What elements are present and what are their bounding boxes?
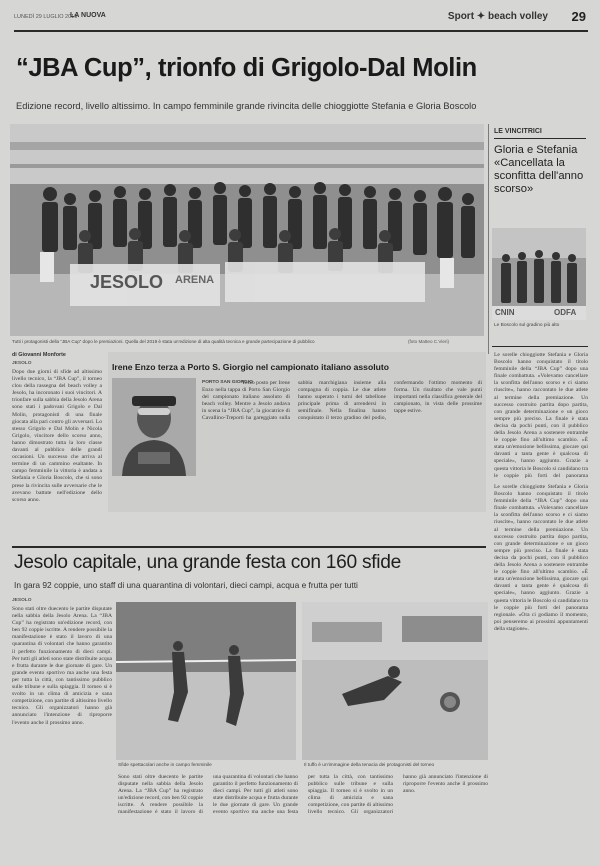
page-number: 29 xyxy=(571,9,586,24)
header-rule xyxy=(14,30,588,32)
sidebar-rule xyxy=(492,346,588,347)
sidebar-photo xyxy=(492,228,586,320)
main-body-col-1: Dopo due giorni di sfide ad altissimo livello tecnico, la “JBA Cup”, il torneo clou della rassegna del beach volley a Jesolo, ha incoronato i suoi vincitori. A trionfare sulla sabbia della Jesolo Arena sono stati i padovani Grigolo e Dal Molin, protagonisti di una finale giocata alla pari contro gli avversari. Lo stesso Grigolo e Dal Molin e Nicola Grigolo, vincitore dello scorso anno, hanno dimostrato tutta la loro classe davanti al pubblico delle grandi occasioni. Un successo che arriva al termine di un cammino esaltante. In campo femminile la vittoria è andata a Stefania e Gloria Boscolo, che si sono prese la rivincita sulle avversarie che le avevano battute nell'edizione dello scorso anno. xyxy=(12,369,102,503)
second-subhead: In gara 92 coppie, uno staff di una quarantina di volontari, dieci campi, acqua e frutta per tutti xyxy=(14,580,358,590)
athlete-portrait-illustration xyxy=(112,378,196,476)
main-subhead: Edizione record, livello altissimo. In campo femminile grande rivincita delle chioggiotte Stefania e Gloria Boscolo xyxy=(16,101,477,111)
second-photo-right xyxy=(302,602,488,760)
second-headline: Jesolo capitale, una grande festa con 160 sfide xyxy=(14,552,401,573)
main-place: JESOLO xyxy=(12,361,32,366)
inset-title: Irene Enzo terza a Porto S. Giorgio nel campionato italiano assoluto xyxy=(112,362,389,372)
sidebar-banner-2: ODFA xyxy=(554,308,577,317)
sidebar-title: Gloria e Stefania «Cancellata la sconfitta dell'anno scorso» xyxy=(494,144,584,195)
inset-photo xyxy=(112,378,196,476)
second-body-continued: Sono stati oltre duecento le partite disputate nella sabbia della Jesolo Arena. La “JBA Cup” ha registrato un'edizione record, con ben 92 coppie iscritte. A rendere possibile la manifestazione è stato il lavoro di una quarantina di volontari che hanno garantito il perfetto funzionamento di dieci campi. Per tutti gli atleti sono state distribuite acqua e frutta durante le due giornate di gare. Un grande evento sportivo ma anche una festa per tutta la città, con tantissimo pubblico sulle tribune e sulla spiaggia. Il torneo si è svolto in un clima di amicizia e sana competizione, con partite di altissimo livello tecnico. Gli organizzatori hanno già annunciato l'intenzione di riproporre l'evento anche il prossimo anno. xyxy=(118,774,488,816)
second-body: Sono stati oltre duecento le partite disputate nella sabbia della Jesolo Arena. La “JBA Cup” ha registrato un'edizione record, con ben 92 coppie iscritte. A rendere possibile la manifestazione è stato il lavoro di una quarantina di volontari che hanno garantito il perfetto funzionamento di dieci campi. Per tutti gli atleti sono state distribuite acqua e frutta durante le due giornate di gare. Un grande evento sportivo ma anche una festa per tutta la città, con tantissimo pubblico sulle tribune e sulla spiaggia. Il torneo si è svolto in un clima di amicizia e sana competizione, con partite di altissimo livello tecnico. Gli organizzatori hanno già annunciato l'intenzione di riproporre l'evento anche il prossimo anno. xyxy=(12,606,112,726)
main-photo xyxy=(10,124,484,336)
header-section: Sport ✦ beach volley xyxy=(447,11,548,22)
group-photo-illustration xyxy=(10,124,484,336)
sidebar-caption: Le Boscolo sul gradino più alto xyxy=(494,323,560,328)
second-place: JESOLO xyxy=(12,598,32,603)
main-byline: di Giovanni Monforte xyxy=(12,352,66,358)
main-photo-credit: (foto Matteo C.Vieri) xyxy=(408,339,450,344)
header-date: LUNEDÌ 29 LUGLIO 2019 xyxy=(14,14,78,20)
second-caption-right: Il tuffo è un'immagine della tenacia dei protagonisti del torneo xyxy=(304,763,435,768)
sidebar-body: Le sorelle chioggiotte Stefania e Gloria Boscolo hanno conquistato il titolo femminile della “JBA Cup” dopo una finale combattuta. «Volevamo cancellare la sconfitta dell'anno scorso e ci siamo riuscite», hanno raccontato le due atlete al termine della premiazione. Un successo costruito partita dopo partita, con grande determinazione e un gioco sempre più preciso. La finale è stata decisa da pochi punti, con il pubblico della Jesolo Arena a sostenere entrambe le coppie fino all'ultimo scambio. «È stata un'emozione bellissima, giocare qui davanti a tanta gente è qualcosa di speciale», hanno aggiunto. Grazie a questa vittoria le Boscolo si candidano tra le coppie più forti del panorama xyxy=(494,352,588,479)
sidebar-kicker-rule xyxy=(494,138,586,139)
header-paper: LA NUOVA xyxy=(70,12,106,19)
page-header xyxy=(14,9,588,27)
second-photo-left xyxy=(116,602,296,760)
sidebar-banner-1: CNIN xyxy=(495,308,515,317)
winners-photo-illustration xyxy=(492,228,586,320)
inset-place: PORTO SAN GIORGIO xyxy=(202,380,253,385)
inset-box xyxy=(108,352,486,512)
diving-player-illustration xyxy=(302,602,488,760)
sidebar-kicker: LE VINCITRICI xyxy=(494,128,542,135)
section-rule xyxy=(12,546,486,548)
second-caption-left: Sfide spettacolari anche in campo femminile xyxy=(118,763,212,768)
sidebar-divider xyxy=(488,124,489,354)
banner-jesolo: JESOLO xyxy=(90,272,164,292)
women-match-illustration xyxy=(116,602,296,760)
inset-body: Terzo posto per Irene Enzo nella tappa di Porto San Giorgio del campionato italiano assoluto di beach volley. Mentre a Jesolo andava in scena la “JBA Cup”, la giocatrice di Cavallino-Treporti ha gareggiato sulla sabbia marchigiana insieme alla compagna di coppia. Le due atlete hanno superato i turni del tabellone principale prima di arrendersi in semifinale. Nella finalina hanno conquistato il terzo gradino del podio, confermando l'ottimo momento di forma. Un risultato che vale punti importanti nella classifica generale del campionato, in vista delle prossime tappe estive. xyxy=(202,380,482,422)
banner-arena: ARENA xyxy=(175,274,215,286)
sidebar-body-continued: Le sorelle chioggiotte Stefania e Gloria Boscolo hanno conquistato il titolo femminile della “JBA Cup” dopo una finale combattuta. «Volevamo cancellare la sconfitta dell'anno scorso e ci siamo riuscite», hanno raccontato le due atlete al termine della premiazione. Un successo costruito partita dopo partita, con grande determinazione e un gioco sempre più preciso. La finale è stata decisa da pochi punti, con il pubblico della Jesolo Arena a sostenere entrambe le coppie fino all'ultimo scambio. «È stata un'emozione bellissima, giocare qui davanti a tanta gente è qualcosa di speciale», hanno aggiunto. Grazie a questa vittoria le Boscolo si candidano tra le coppie più forti del panorama regionale. «Ora ci godiamo il momento, poi penseremo ai prossimi appuntamenti della stagione». xyxy=(494,484,588,632)
main-photo-caption: Tutti i protagonisti della “JBA Cup” dopo le premiazioni. Quella del 2019 è stata un'edizione di alta qualità tecnica e grande partecipazione di pubblico xyxy=(12,339,315,344)
main-headline: “JBA Cup”, trionfo di Grigolo-Dal Molin xyxy=(16,54,477,82)
